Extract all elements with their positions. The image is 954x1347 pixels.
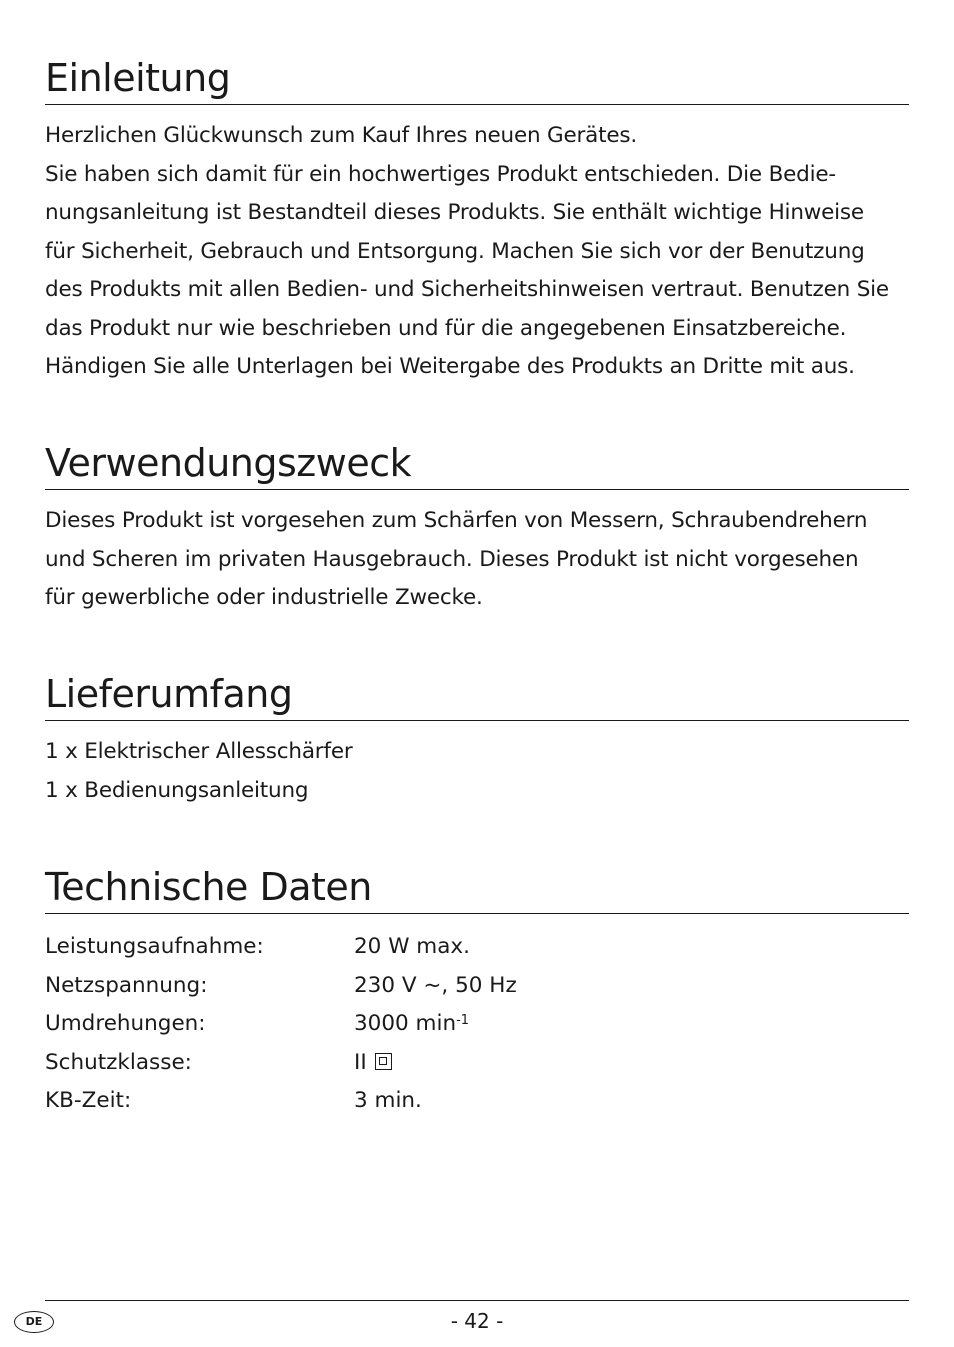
protection-class-ii-icon — [375, 1053, 392, 1070]
row-value — [354, 967, 909, 1006]
text-line: des Produkts mit allen Bedien- und Sicherheitshinweisen vertraut. Benutzen Sie — [45, 277, 889, 302]
text-line: Händigen Sie alle Unterlagen bei Weitergabe des Produkts an Dritte mit aus. — [45, 354, 855, 379]
text-line: nungsanleitung ist Bestandteil dieses Produkts. Sie enthält wichtige Hinweise — [45, 200, 864, 225]
table-row — [45, 967, 909, 1006]
row-label: KB-Zeit: — [45, 1088, 132, 1113]
language-badge: DE — [14, 1311, 54, 1333]
page-number: - 42 - — [450, 1309, 504, 1333]
text-line: Herzlichen Glückwunsch zum Kauf Ihres neuen Gerätes. — [45, 123, 638, 148]
row-value — [354, 928, 909, 967]
table-row — [45, 1044, 909, 1083]
text-line: und Scheren im privaten Hausgebrauch. Dieses Produkt ist nicht vorgesehen — [45, 546, 859, 572]
value-text: II — [354, 1049, 367, 1075]
footer-divider — [45, 1300, 909, 1301]
heading-verwendungszweck: Verwendungszweck — [45, 441, 909, 490]
row-value — [354, 1044, 909, 1083]
technical-data-table — [45, 928, 909, 1121]
row-value — [354, 1082, 909, 1121]
value-text: 20 W max. — [354, 934, 470, 959]
einleitung-paragraph — [45, 117, 909, 387]
value-text: 230 V ~, 50 Hz — [354, 972, 517, 998]
text-line: für Sicherheit, Gebrauch und Entsorgung. Machen Sie sich vor der Benutzung — [45, 238, 865, 264]
row-label: Schutzklasse: — [45, 1049, 192, 1075]
verwendungszweck-paragraph — [45, 502, 909, 618]
lieferumfang-list — [45, 733, 909, 810]
heading-technische-daten: Technische Daten — [45, 865, 909, 914]
text-line: für gewerbliche oder industrielle Zwecke. — [45, 585, 483, 610]
row-value — [354, 1005, 909, 1044]
row-label: Umdrehungen: — [45, 1011, 206, 1036]
text-line: das Produkt nur wie beschrieben und für die angegebenen Einsatzbereiche. — [45, 315, 847, 341]
table-row — [45, 1082, 909, 1121]
row-label: Netzspannung: — [45, 972, 208, 998]
section-lieferumfang — [45, 672, 909, 810]
row-label: Leistungsaufnahme: — [45, 934, 264, 959]
value-text: 3000 min — [354, 1011, 457, 1036]
section-technische-daten — [45, 865, 909, 1121]
table-row — [45, 928, 909, 967]
table-row — [45, 1005, 909, 1044]
superscript: -1 — [456, 1013, 470, 1028]
value-text: 3 min. — [354, 1088, 422, 1113]
heading-einleitung: Einleitung — [45, 56, 909, 105]
text-line: Dieses Produkt ist vorgesehen zum Schärfen von Messern, Schraubendrehern — [45, 508, 868, 533]
section-verwendungszweck — [45, 441, 909, 618]
text-line: Sie haben sich damit für ein hochwertiges Produkt entschieden. Die Bedie- — [45, 161, 836, 187]
heading-lieferumfang: Lieferumfang — [45, 672, 909, 721]
list-item: 1 x Bedienungsanleitung — [45, 777, 309, 803]
section-einleitung — [45, 56, 909, 387]
list-item: 1 x Elektrischer Allesschärfer — [45, 739, 353, 764]
